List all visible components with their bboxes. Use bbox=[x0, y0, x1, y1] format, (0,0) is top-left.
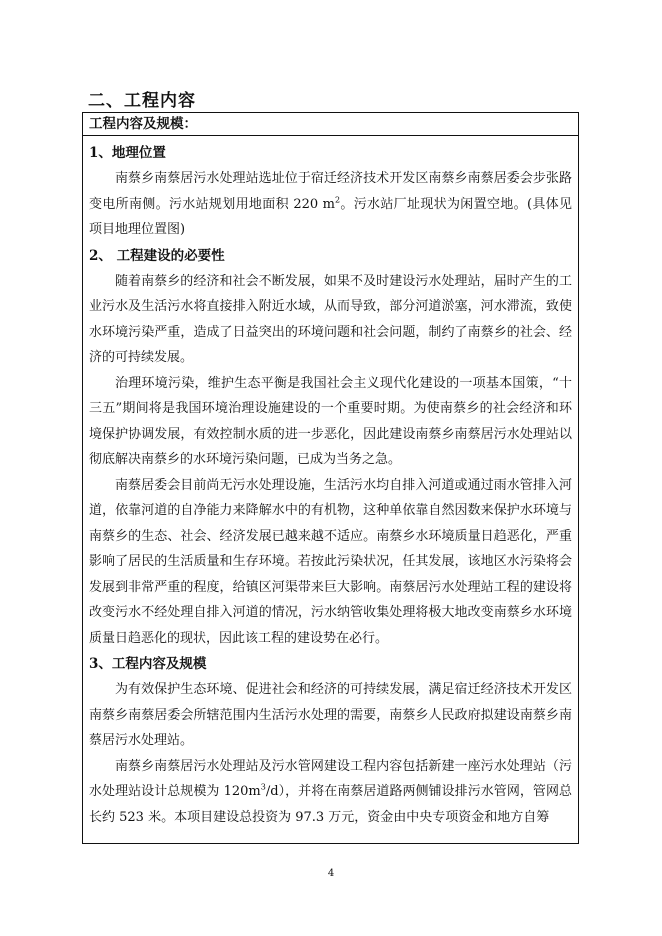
box-content bbox=[83, 136, 578, 830]
paragraph: 南蔡居委会目前尚无污水处理设施，生活污水均自排入河道或通过雨水管排入河道，依靠河道的自净能力来降解水中的有机物，这种单依靠自然因数来保护水环境与南蔡乡的生态、社会、经济发展已越来越不适应。南蔡乡水环境质量日趋恶化，严重影响了居民的生活质量和生存环境。若按此污染状况，任其发展，该地区水污染将会发展到非常严重的程度，给镇区河渠带来巨大影响。南蔡居污水处理站工程的建设将改变污水不经处理自排入河道的情况，污水纳管收集处理将极大地改变南蔡乡水环境质量日趋恶化的现状，因此该工程的建设势在必行。 bbox=[89, 477, 572, 646]
page-number: 4 bbox=[327, 868, 335, 879]
paragraph: 随着南蔡乡的经济和社会不断发展，如果不及时建设污水处理站，届时产生的工业污水及生活污水将直接排入附近水域，从而导致，部分河道淤塞，河水滞流，致使水环境污染严重，造成了日益突出的环境问题和社会问题，制约了南蔡乡的社会、经济的可持续发展。 bbox=[89, 273, 572, 365]
section-title: 二、工程内容 bbox=[88, 91, 196, 111]
paragraph: 为有效保护生态环境、促进社会和经济的可持续发展，满足宿迁经济技术开发区南蔡乡南蔡居委会所辖范围内生活污水处理的需要，南蔡乡人民政府拟建设南蔡乡南蔡居污水处理站。 bbox=[89, 682, 572, 748]
heading-scope: 3、工程内容及规模 bbox=[89, 656, 207, 672]
paragraph: 南蔡乡南蔡居污水处理站及污水管网建设工程内容包括新建一座污水处理站（污水处理站设计总规模为 $120m^3/d$），并将在南蔡居道路两侧铺设排污水管网，管网总长约 523 米。本项目建设总投资为 97.3 万元，资金由中央专项资金和地方自筹 bbox=[89, 758, 572, 825]
heading-necessity: 2、 工程建设的必要性 bbox=[89, 247, 225, 264]
box-header: 工程内容及规模： bbox=[83, 113, 578, 136]
heading-location: 1、地理位置 bbox=[89, 145, 166, 161]
paragraph: 南蔡乡南蔡居污水处理站选址位于宿迁经济技术开发区南蔡乡南蔡居委会步张路变电所南侧。污水站规划用地面积 220 $m^2$。污水站厂址现状为闲置空地。(具体见项目地理位置图) bbox=[89, 171, 572, 237]
content-box bbox=[82, 112, 579, 844]
paragraph: 治理环境污染，维护生态平衡是我国社会主义现代化建设的一项基本国策，“十三五”期间将是我国环境治理设施建设的一个重要时期。为使南蔡乡的社会经济和环境保护协调发展，有效控制水质的进一步恶化，因此建设南蔡乡南蔡居污水处理站以彻底解决南蔡乡的水环境污染问题，已成为当务之急。 bbox=[89, 375, 572, 467]
